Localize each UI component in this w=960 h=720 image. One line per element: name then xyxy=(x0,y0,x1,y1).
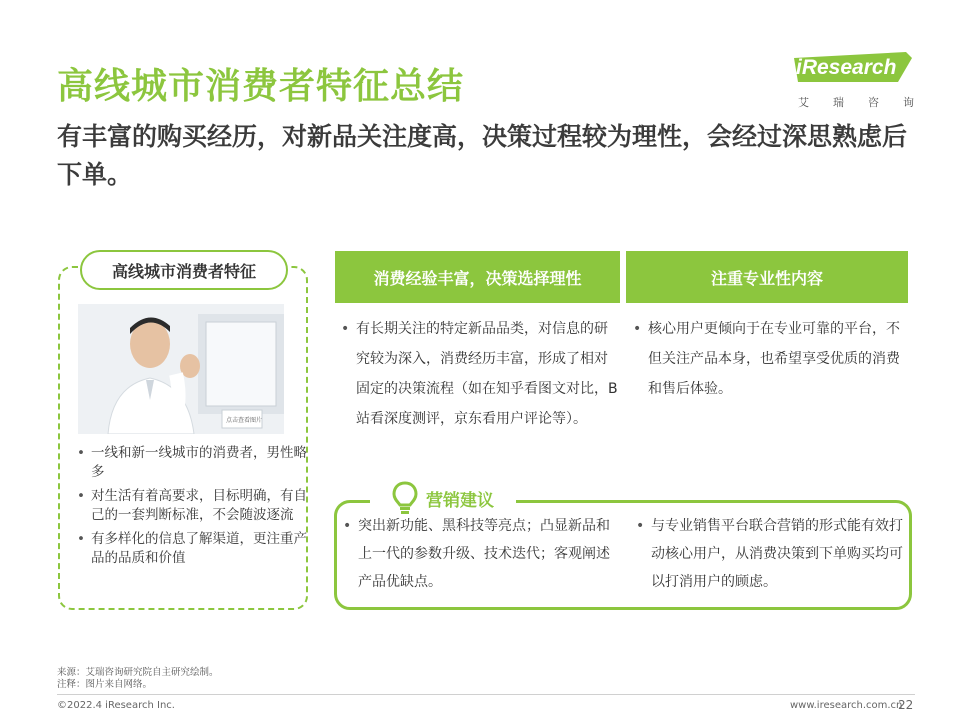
marketing-advice-heading: 营销建议 xyxy=(370,478,516,518)
marketing-advice-1: • 突出新功能、黑科技等亮点；凸显新品和上一代的参数升级、技术迭代；客观阐述产品优缺点。 xyxy=(340,512,620,596)
page-title: 高线城市消费者特征总结 xyxy=(57,66,465,107)
lightbulb-icon xyxy=(392,481,418,515)
list-item: • 对生活有着高要求，目标明确，有自己的一套判断标准，不会随波逐流 xyxy=(75,487,307,525)
experience-text: • 有长期关注的特定新品品类，对信息的研究较为深入，消费经历丰富，形成了相对固定的决策流程（如在知乎看图文对比，B站看深度测评，京东看用户评论等）。 xyxy=(338,314,620,434)
list-item: • 有多样化的信息了解渠道，更注重产品的品质和价值 xyxy=(75,530,307,568)
page-number: 22 xyxy=(898,698,914,712)
photo-caption: 点击查看图片 xyxy=(226,417,263,424)
consumer-traits-heading: 高线城市消费者特征 xyxy=(80,250,288,290)
iresearch-logo xyxy=(792,52,912,108)
businessman-photo xyxy=(78,304,284,434)
logo-text: iResearch xyxy=(796,56,897,79)
consumer-traits-list xyxy=(75,444,307,573)
list-item: • 一线和新一线城市的消费者，男性略多 xyxy=(75,444,307,482)
source-note: 来源：艾瑞咨询研究院自主研究绘制。 注释：图片来自网络。 xyxy=(57,667,219,690)
copyright: ©2022.4 iResearch Inc. xyxy=(57,700,175,711)
website-link[interactable]: www.iresearch.com.cn xyxy=(790,700,903,711)
logo-subtext: 艾 瑞 咨 询 xyxy=(798,96,914,109)
page-subtitle: 有丰富的购买经历，对新品关注度高，决策过程较为理性，会经过深思熟虑后下单。 xyxy=(57,122,908,189)
photo-illustration xyxy=(78,304,284,434)
footer-divider xyxy=(57,694,915,695)
professional-content-heading: 注重专业性内容 xyxy=(626,251,908,303)
experience-heading: 消费经验丰富，决策选择理性 xyxy=(335,251,620,303)
marketing-advice-2: • 与专业销售平台联合营销的形式能有效打动核心用户，从消费决策到下单购买均可以打消用户的顾虑。 xyxy=(633,512,905,596)
professional-content-text: • 核心用户更倾向于在专业可靠的平台，不但关注产品本身，也希望享受优质的消费和售后体验。 xyxy=(630,314,908,404)
